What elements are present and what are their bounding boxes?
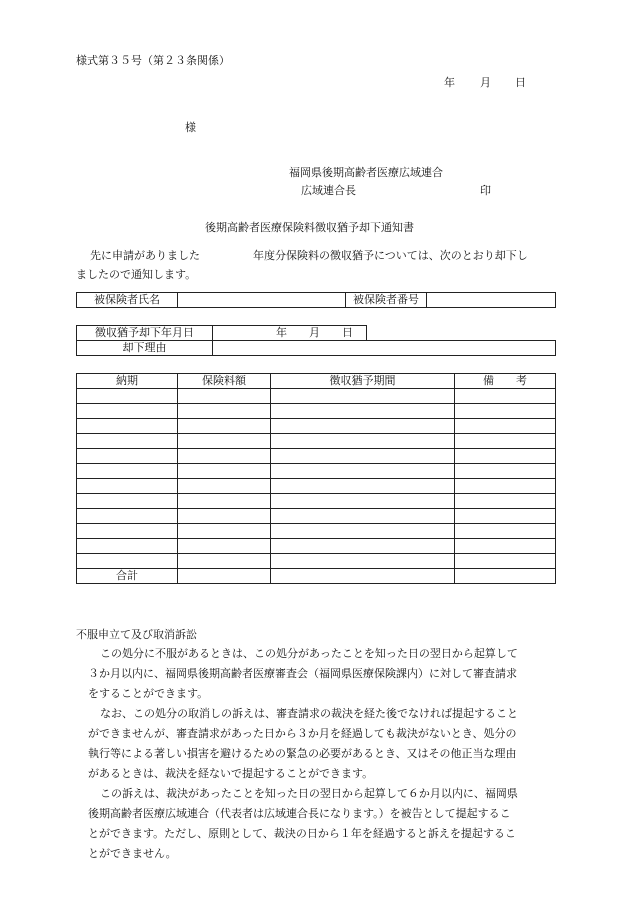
header-due-date: 納期: [77, 374, 178, 389]
appeal-p2-line: ができませんが、審査請求があった日から３か月を経過しても裁決がないとき、処分の: [88, 727, 517, 740]
remarks-cell[interactable]: [455, 449, 556, 464]
payment-row: [77, 494, 556, 509]
due-date-cell[interactable]: [77, 389, 178, 404]
premium-amount-cell[interactable]: [178, 404, 271, 419]
due-date-cell[interactable]: [77, 494, 178, 509]
payment-total-row: [77, 569, 556, 584]
remarks-cell[interactable]: [455, 419, 556, 434]
due-date-cell[interactable]: [77, 419, 178, 434]
payment-row: [77, 434, 556, 449]
due-date-cell[interactable]: [77, 539, 178, 554]
appeal-p3-line: とができません。: [88, 847, 177, 860]
rejection-date-month: 月: [309, 326, 320, 339]
intro-text-line2: ましたので通知します。: [76, 268, 197, 281]
premium-amount-cell[interactable]: [178, 479, 271, 494]
insured-number-label: 被保険者番号: [346, 293, 427, 308]
remarks-cell[interactable]: [455, 389, 556, 404]
insured-number-field[interactable]: [427, 293, 556, 308]
appeal-p3-line: この訴えは、裁決があったことを知った日の翌日から起算して６か月以内に、福岡県: [100, 787, 518, 800]
header-deferral-period: 徴収猶予期間: [271, 374, 455, 389]
deferral-period-cell[interactable]: [271, 464, 455, 479]
document-title: 後期高齢者医療保険料徴収猶予却下通知書: [205, 221, 414, 234]
appeal-paragraph-1: [76, 644, 556, 704]
remarks-cell[interactable]: [455, 464, 556, 479]
payment-row: [77, 419, 556, 434]
addressee-suffix: 様: [185, 121, 196, 134]
deferral-period-cell[interactable]: [271, 479, 455, 494]
remarks-cell[interactable]: [455, 404, 556, 419]
appeal-p1-line: この処分に不服があるときは、この処分があったことを知った日の翌日から起算して: [100, 647, 518, 660]
deferral-period-cell[interactable]: [271, 524, 455, 539]
payment-header-row: [77, 374, 556, 389]
rejection-info-table: [76, 325, 556, 356]
due-date-cell[interactable]: [77, 449, 178, 464]
appeal-p1-line: ３か月以内に、福岡県後期高齢者医療審査会（福岡県医療保険課内）に対して審査請求: [88, 667, 517, 680]
payment-row: [77, 524, 556, 539]
deferral-period-cell[interactable]: [271, 494, 455, 509]
deferral-period-cell[interactable]: [271, 509, 455, 524]
header-remarks: 備 考: [455, 374, 556, 389]
seal-mark: 印: [480, 184, 491, 197]
rejection-date-day: 日: [342, 326, 353, 339]
deferral-period-cell[interactable]: [271, 434, 455, 449]
rejection-date-year: 年: [276, 326, 287, 339]
appeal-p2-line: があるときは、裁決を経ないで提起することができます。: [88, 767, 374, 780]
premium-amount-cell[interactable]: [178, 509, 271, 524]
date-day-label: 日: [515, 76, 526, 89]
total-premium-cell[interactable]: [178, 569, 271, 584]
issuer-organization: 福岡県後期高齢者医療広域連合: [289, 166, 443, 179]
appeal-heading: 不服申立て及び取消訴訟: [76, 628, 197, 641]
header-premium-amount: 保険料額: [178, 374, 271, 389]
payment-row: [77, 554, 556, 569]
remarks-cell[interactable]: [455, 434, 556, 449]
payment-row: [77, 539, 556, 554]
insured-info-table: [76, 292, 556, 308]
due-date-cell[interactable]: [77, 509, 178, 524]
due-date-cell[interactable]: [77, 434, 178, 449]
total-remarks-cell[interactable]: [455, 569, 556, 584]
payment-row: [77, 509, 556, 524]
appeal-paragraph-2: [76, 704, 556, 784]
payment-row: [77, 404, 556, 419]
appeal-p2-line: 執行等による著しい損害を避けるための緊急の必要があるとき、又はその他正当な理由: [88, 747, 517, 760]
intro-text-a: 先に申請がありました: [90, 249, 200, 262]
remarks-cell[interactable]: [455, 554, 556, 569]
deferral-period-cell[interactable]: [271, 389, 455, 404]
deferral-period-cell[interactable]: [271, 449, 455, 464]
total-label: 合計: [77, 569, 178, 584]
premium-amount-cell[interactable]: [178, 524, 271, 539]
remarks-cell[interactable]: [455, 479, 556, 494]
due-date-cell[interactable]: [77, 554, 178, 569]
due-date-cell[interactable]: [77, 404, 178, 419]
due-date-cell[interactable]: [77, 524, 178, 539]
total-deferral-cell[interactable]: [271, 569, 455, 584]
premium-amount-cell[interactable]: [178, 419, 271, 434]
payment-schedule-table: [76, 373, 556, 584]
rejection-reason-label: 却下理由: [77, 341, 213, 356]
remarks-cell[interactable]: [455, 509, 556, 524]
appeal-p3-line: とができます。ただし、原則として、裁決の日から１年を経過すると訴えを提起するこ: [88, 827, 516, 840]
premium-amount-cell[interactable]: [178, 449, 271, 464]
remarks-cell[interactable]: [455, 524, 556, 539]
payment-row: [77, 389, 556, 404]
premium-amount-cell[interactable]: [178, 539, 271, 554]
form-number: 様式第３５号（第２３条関係）: [76, 54, 230, 67]
intro-text-b: 年度分保険料の徴収猶予については、次のとおり却下し: [253, 249, 528, 262]
deferral-period-cell[interactable]: [271, 404, 455, 419]
rejection-reason-field[interactable]: [213, 341, 556, 356]
rejection-date-label: 徴収猶予却下年月日: [77, 326, 213, 341]
issuer-title: 広域連合長: [301, 184, 356, 197]
deferral-period-cell[interactable]: [271, 419, 455, 434]
deferral-period-cell[interactable]: [271, 539, 455, 554]
rejection-date-spacer: [367, 326, 556, 341]
premium-amount-cell[interactable]: [178, 389, 271, 404]
payment-row: [77, 449, 556, 464]
payment-row: [77, 479, 556, 494]
insured-name-field[interactable]: [178, 293, 346, 308]
appeal-paragraph-3: [76, 784, 556, 864]
remarks-cell[interactable]: [455, 539, 556, 554]
premium-amount-cell[interactable]: [178, 494, 271, 509]
rejection-date-field[interactable]: [213, 326, 367, 341]
payment-row: [77, 464, 556, 479]
premium-amount-cell[interactable]: [178, 434, 271, 449]
insured-name-label: 被保険者氏名: [77, 293, 178, 308]
premium-amount-cell[interactable]: [178, 464, 271, 479]
due-date-cell[interactable]: [77, 464, 178, 479]
date-month-label: 月: [480, 76, 491, 89]
due-date-cell[interactable]: [77, 479, 178, 494]
remarks-cell[interactable]: [455, 494, 556, 509]
appeal-p3-line: 後期高齢者医療広域連合（代表者は広域連合長になります。）を被告として提起するこ: [88, 807, 511, 820]
premium-amount-cell[interactable]: [178, 554, 271, 569]
appeal-p2-line: なお、この処分の取消しの訴えは、審査請求の裁決を経た後でなければ提起すること: [100, 707, 518, 720]
date-year-label: 年: [444, 76, 455, 89]
appeal-p1-line: をすることができます。: [88, 687, 209, 700]
deferral-period-cell[interactable]: [271, 554, 455, 569]
